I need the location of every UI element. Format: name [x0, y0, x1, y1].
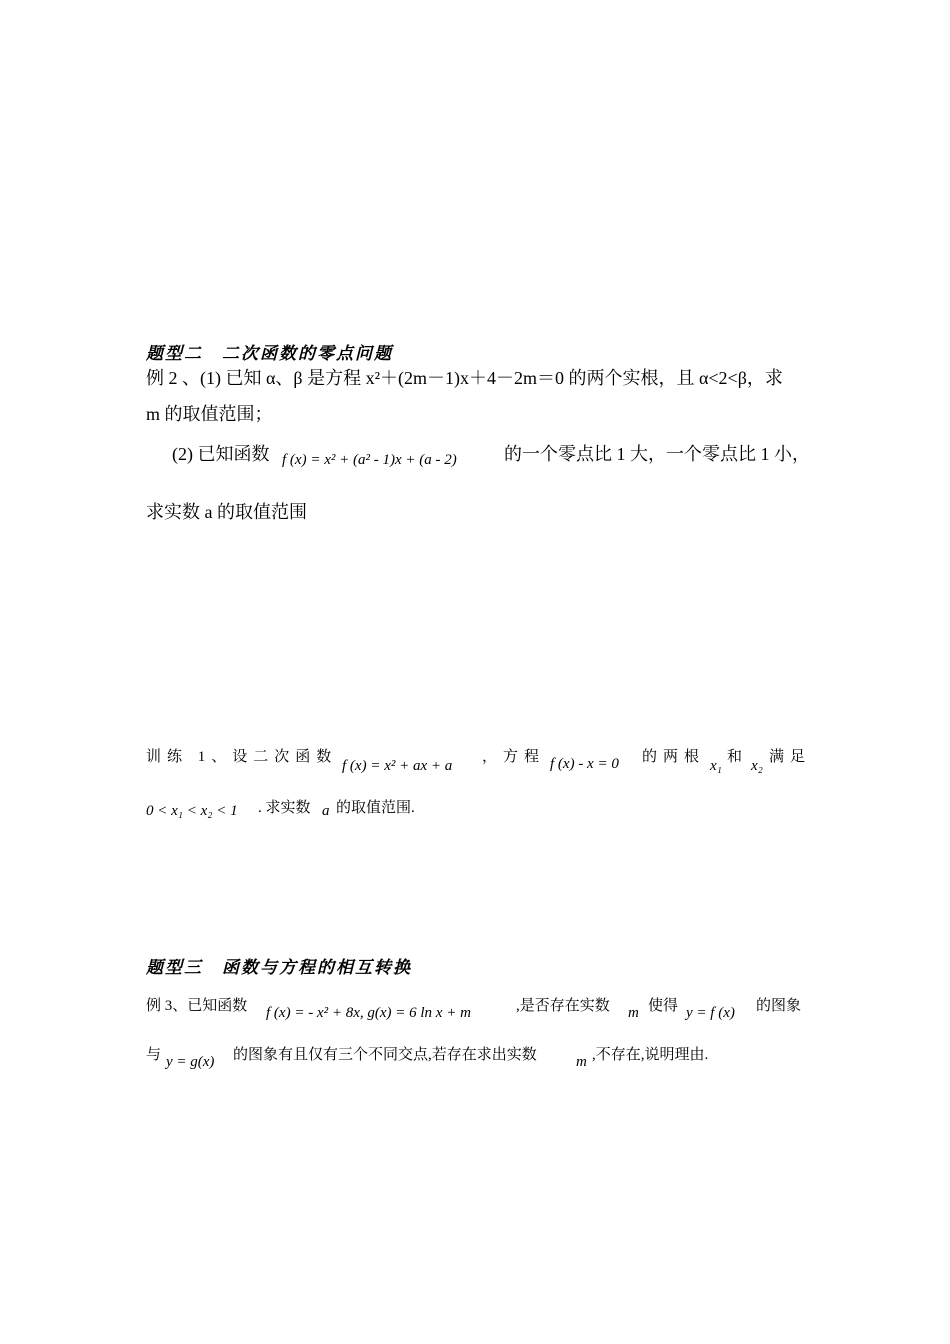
example-2-line-1: 例 2 、(1) 已知 α、β 是方程 x²＋(2m－1)x＋4－2m＝0 的两个实根，且 α<2<β，求	[146, 368, 783, 388]
training-1-equation: f (x) - x = 0	[550, 756, 619, 772]
training-1-and: 和	[727, 749, 743, 765]
training-1-root-x1: x₁	[710, 758, 722, 774]
example-2-function-formula: f (x) = x² + (a² - 1)x + (a - 2)	[282, 452, 457, 468]
example-3-var-m: m	[628, 1005, 639, 1021]
example-3-formula: f (x) = - x² + 8x, g(x) = 6 ln x + m	[266, 1005, 471, 1021]
example-3-line2-tail: ,不存在,说明理由.	[592, 1047, 709, 1063]
example-3-y-equals-g: y = g(x)	[166, 1054, 215, 1070]
example-3-line2-mid: 的图象有且仅有三个不同交点,若存在求出实数	[233, 1047, 537, 1063]
training-1-tail-a: . 求实数	[258, 800, 311, 816]
training-1-var-a: a	[322, 803, 330, 819]
example-3-y-equals-f: y = f (x)	[686, 1005, 735, 1021]
training-1-function-formula: f (x) = x² + ax + a	[342, 758, 453, 774]
training-1-mid2: 的两根	[642, 749, 706, 765]
training-1-suffix: 满足	[769, 749, 812, 765]
training-1-root-x2: x₂	[751, 758, 763, 774]
section-heading-3: 题型三 函数与方程的相互转换	[146, 958, 412, 978]
example-3-prefix: 例 3、已知函数	[146, 998, 248, 1014]
example-2-line-2: m 的取值范围；	[146, 404, 273, 424]
training-1-tail-b: 的取值范围.	[336, 800, 415, 816]
example-3-line2-prefix: 与	[146, 1047, 162, 1063]
example-2-line-4: 求实数 a 的取值范围	[146, 502, 307, 522]
example-3-mid: ,是否存在实数	[516, 998, 610, 1014]
example-2-part2-prefix: (2) 已知函数	[172, 444, 270, 464]
training-1-prefix: 训练 1、设二次函数	[146, 749, 338, 765]
example-2-part2-suffix: 的一个零点比 1 大，一个零点比 1 小，	[504, 444, 810, 464]
example-3-var-m2: m	[576, 1054, 587, 1070]
training-1-inequality: 0 < x₁ < x₂ < 1	[146, 803, 238, 819]
section-heading-2: 题型二 二次函数的零点问题	[146, 344, 393, 364]
example-3-tail: 的图象	[756, 998, 802, 1014]
example-3-mid2: 使得	[648, 998, 679, 1014]
training-1-mid: ，方程	[482, 749, 546, 765]
